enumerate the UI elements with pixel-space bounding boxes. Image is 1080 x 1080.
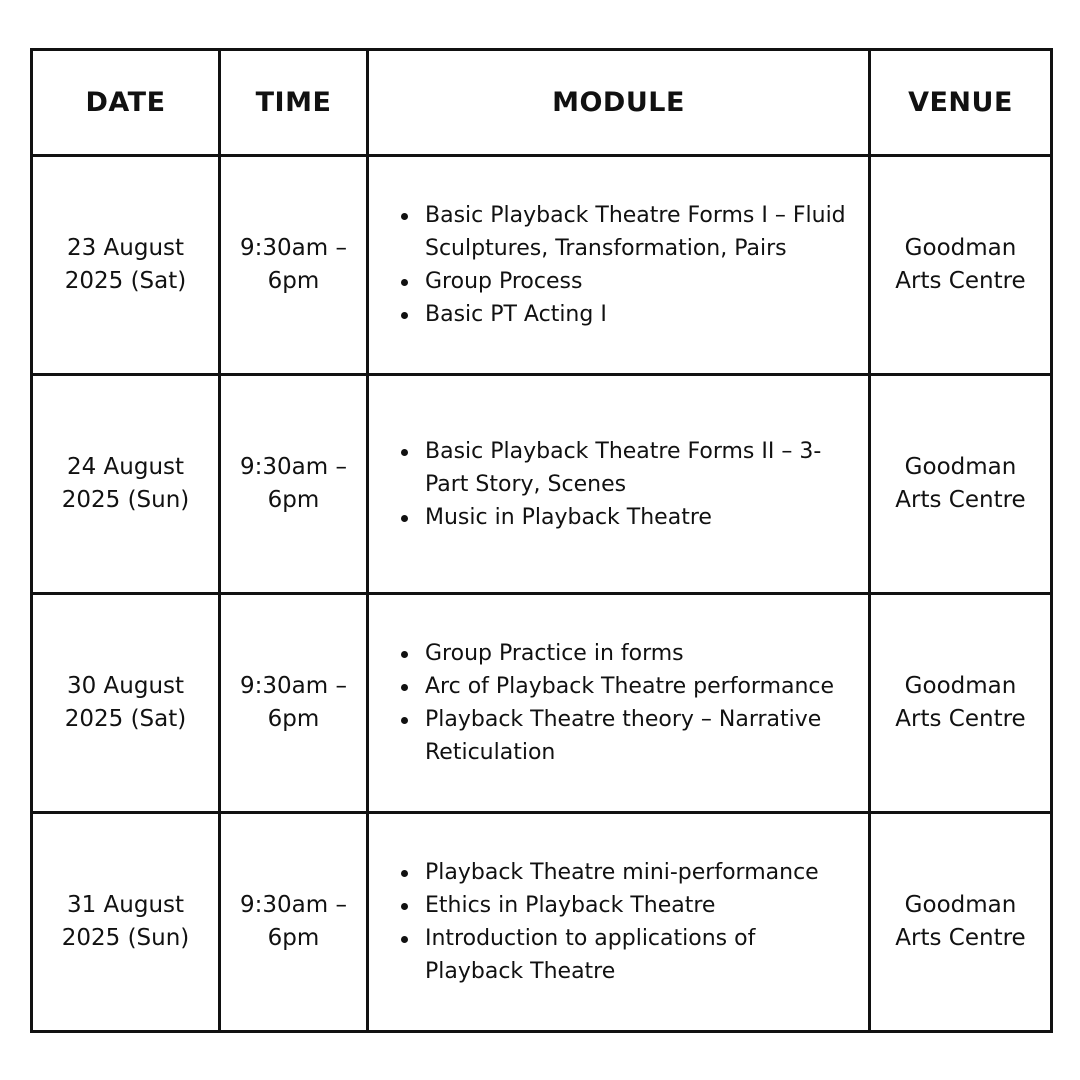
time-line: 6pm — [267, 925, 320, 951]
bullet-icon — [401, 279, 408, 286]
header-time: TIME — [220, 50, 368, 156]
header-date: DATE — [32, 50, 220, 156]
module-text: Arc of Playback Theatre performance — [425, 674, 835, 699]
date-cell — [32, 375, 220, 594]
module-text: Playback Theatre theory – Narrative Reticulation — [425, 707, 822, 765]
date-line: 30 August — [66, 673, 185, 699]
module-item — [393, 670, 858, 703]
venue-cell — [870, 813, 1052, 1032]
venue-line: Goodman — [904, 235, 1017, 261]
module-cell — [368, 594, 870, 813]
venue-cell — [870, 156, 1052, 375]
date-line: 2025 (Sun) — [61, 925, 190, 951]
venue-line: Arts Centre — [895, 487, 1026, 513]
module-text: Basic Playback Theatre Forms I – Fluid Sculptures, Transformation, Pairs — [425, 203, 846, 261]
date-cell — [32, 813, 220, 1032]
venue-line: Arts Centre — [895, 268, 1026, 294]
bullet-icon — [401, 717, 408, 724]
time-cell — [220, 156, 368, 375]
module-cell — [368, 375, 870, 594]
module-list — [369, 637, 858, 769]
time-cell — [220, 375, 368, 594]
date-line: 31 August — [66, 892, 185, 918]
table-row — [32, 594, 1052, 813]
module-item — [393, 199, 858, 265]
bullet-icon — [401, 936, 408, 943]
date-cell — [32, 594, 220, 813]
time-line: 6pm — [267, 487, 320, 513]
header-venue: VENUE — [870, 50, 1052, 156]
bullet-icon — [401, 213, 408, 220]
module-list — [369, 856, 858, 988]
module-text: Music in Playback Theatre — [425, 504, 712, 530]
bullet-icon — [401, 870, 408, 877]
module-item — [393, 265, 858, 298]
bullet-icon — [401, 515, 408, 522]
module-text: Group Practice in forms — [425, 641, 684, 666]
venue-cell — [870, 375, 1052, 594]
header-module: MODULE — [368, 50, 870, 156]
time-line: 9:30am – — [240, 673, 347, 699]
module-list — [369, 435, 858, 534]
module-item — [393, 501, 858, 534]
module-text: Group Process — [425, 269, 583, 294]
bullet-icon — [401, 684, 408, 691]
header-row — [32, 50, 1052, 156]
module-cell — [368, 813, 870, 1032]
table-row — [32, 375, 1052, 594]
date-line: 2025 (Sat) — [64, 706, 187, 732]
schedule-table — [30, 48, 1053, 1033]
time-cell — [220, 594, 368, 813]
module-text: Introduction to applications of Playback Theatre — [425, 926, 756, 984]
module-item — [393, 703, 858, 769]
bullet-icon — [401, 449, 408, 456]
bullet-icon — [401, 651, 408, 658]
module-text: Playback Theatre mini-performance — [425, 860, 819, 885]
module-item — [393, 889, 858, 922]
module-text: Ethics in Playback Theatre — [425, 893, 716, 918]
time-line: 6pm — [267, 268, 320, 294]
time-cell — [220, 813, 368, 1032]
venue-line: Arts Centre — [895, 706, 1026, 732]
module-item — [393, 637, 858, 670]
module-item — [393, 856, 858, 889]
time-line: 9:30am – — [240, 454, 347, 480]
date-line: 23 August — [66, 235, 185, 261]
module-text: Basic Playback Theatre Forms II – 3-Part Story, Scenes — [425, 438, 822, 497]
date-line: 2025 (Sat) — [64, 268, 187, 294]
module-item — [393, 298, 858, 331]
module-item — [393, 435, 858, 501]
module-list — [369, 199, 858, 331]
table-row — [32, 813, 1052, 1032]
bullet-icon — [401, 312, 408, 319]
time-line: 9:30am – — [240, 892, 347, 918]
date-cell — [32, 156, 220, 375]
table-row — [32, 156, 1052, 375]
venue-line: Arts Centre — [895, 925, 1026, 951]
venue-line: Goodman — [904, 892, 1017, 918]
venue-cell — [870, 594, 1052, 813]
module-item — [393, 922, 858, 988]
time-line: 6pm — [267, 706, 320, 732]
module-text: Basic PT Acting I — [425, 302, 607, 327]
date-line: 2025 (Sun) — [61, 487, 190, 513]
venue-line: Goodman — [904, 454, 1017, 480]
venue-line: Goodman — [904, 673, 1017, 699]
date-line: 24 August — [66, 454, 185, 480]
bullet-icon — [401, 903, 408, 910]
time-line: 9:30am – — [240, 235, 347, 261]
module-cell — [368, 156, 870, 375]
